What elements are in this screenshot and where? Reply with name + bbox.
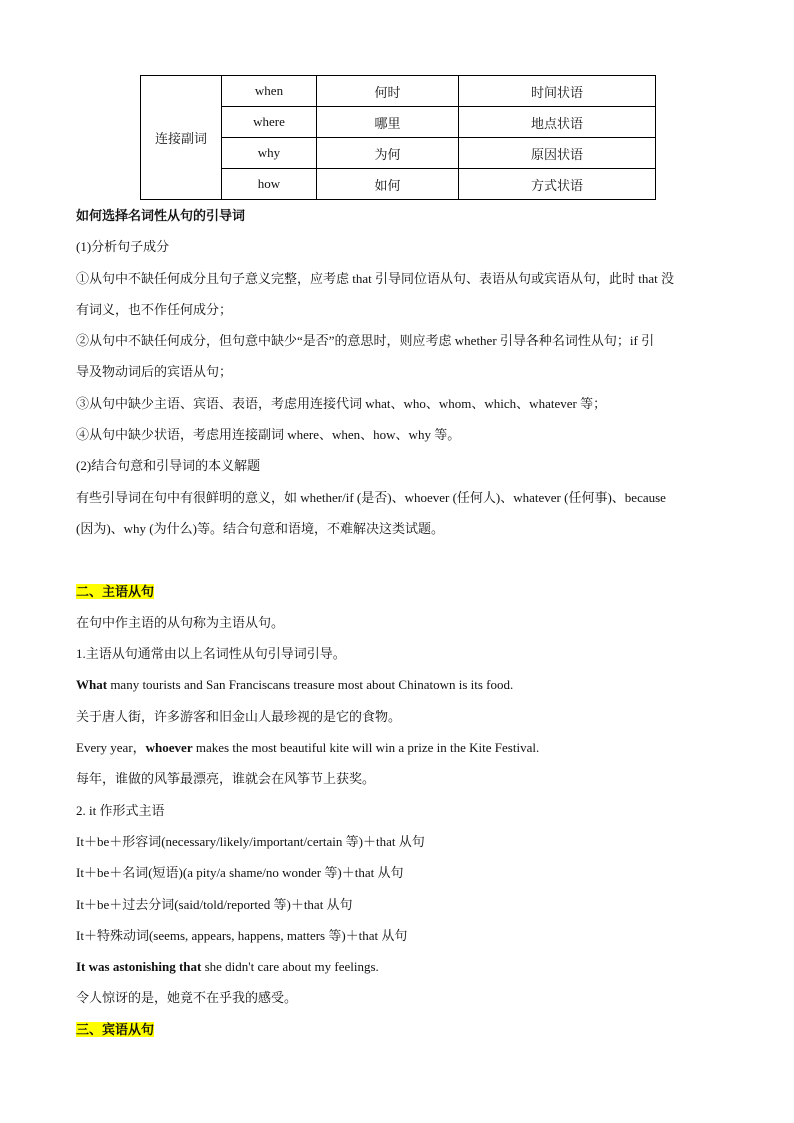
step-heading: (2)结合句意和引导词的本义解题 — [76, 458, 261, 474]
blank-line — [76, 544, 720, 575]
example-keyword: What — [76, 677, 108, 693]
example-sentence — [76, 669, 720, 700]
section-subtitle: 如何选择名词性从句的引导词 — [76, 208, 246, 223]
pattern-line: It＋be＋过去分词(said/told/reported 等)＋that 从句 — [76, 896, 353, 912]
example-text: she didn't care about my feelings. — [201, 959, 379, 975]
definition-line: 在句中作主语的从句称为主语从句。 — [76, 614, 285, 630]
table-cell-word: when — [222, 76, 317, 107]
example-text: Every year， — [76, 740, 146, 756]
subject-clause-heading-line — [76, 576, 720, 607]
table-category-cell: 连接副词 — [141, 76, 222, 200]
example-translation: 令人惊讶的是，她竟不在乎我的感受。 — [76, 990, 298, 1006]
object-clause-heading: 三、宾语从句 — [76, 1021, 155, 1037]
example-translation: 每年，谁做的风筝最漂亮，谁就会在风筝节上获奖。 — [76, 771, 376, 787]
table-cell-role: 时间状语 — [459, 76, 656, 107]
pattern-line: It＋特殊动词(seems, appears, happens, matters 等)＋that 从句 — [76, 927, 408, 943]
rule-line: (因为)、why (为什么)等。结合句意和语境，不难解决这类试题。 — [76, 520, 444, 536]
table-cell-word: where — [222, 107, 317, 138]
document-page — [76, 75, 720, 1045]
example-sentence — [76, 732, 720, 763]
example-translation: 关于唐人街，许多游客和旧金山人最珍视的是它的食物。 — [76, 708, 402, 724]
example-keyword: It was astonishing that — [76, 959, 202, 975]
example-text: makes the most beautiful kite will win a prize in the Kite Festival. — [192, 740, 540, 756]
example-sentence — [76, 951, 720, 982]
point-line: 2. it 作形式主语 — [76, 802, 165, 818]
pattern-line: It＋be＋名词(短语)(a pity/a shame/no wonder 等)＋that 从句 — [76, 865, 404, 881]
rule-line: ①从句中不缺任何成分且句子意义完整，应考虑 that 引导同位语从句、表语从句或宾语从句，此时 that 没 — [76, 270, 674, 286]
table-cell-meaning: 哪里 — [317, 107, 459, 138]
pattern-line: It＋be＋形容词(necessary/likely/important/certain 等)＋that 从句 — [76, 833, 425, 849]
table-cell-word: why — [222, 138, 317, 169]
table-cell-role: 方式状语 — [459, 169, 656, 200]
table-cell-meaning: 何时 — [317, 76, 459, 107]
table-cell-meaning: 为何 — [317, 138, 459, 169]
rule-line: ③从句中缺少主语、宾语、表语，考虑用连接代词 what、who、whom、which、whatever 等； — [76, 395, 607, 411]
example-text: many tourists and San Franciscans treasure most about Chinatown is its food. — [107, 677, 514, 693]
rule-line: ④从句中缺少状语，考虑用连接副词 where、when、how、why 等。 — [76, 427, 461, 443]
table-row — [141, 76, 656, 107]
table-cell-role: 地点状语 — [459, 107, 656, 138]
point-line: 1.主语从句通常由以上名词性从句引导词引导。 — [76, 646, 346, 662]
subject-clause-heading: 二、主语从句 — [76, 583, 155, 599]
rule-line: 导及物动词后的宾语从句； — [76, 364, 233, 380]
rule-line: 有词义，也不作任何成分； — [76, 301, 233, 317]
rule-line: 有些引导词在句中有很鲜明的意义，如 whether/if (是否)、whoever (任何人)、whatever (任何事)、because — [76, 489, 666, 505]
object-clause-heading-line — [76, 1014, 720, 1045]
table-cell-meaning: 如何 — [317, 169, 459, 200]
table-cell-role: 原因状语 — [459, 138, 656, 169]
step-heading: (1)分析句子成分 — [76, 239, 170, 255]
conjunctive-adverb-table — [140, 75, 656, 200]
table-cell-word: how — [222, 169, 317, 200]
example-keyword: whoever — [145, 740, 193, 756]
rule-line: ②从句中不缺任何成分，但句意中缺少“是否”的意思时，则应考虑 whether 引导各种名词性从句；if 引 — [76, 333, 655, 349]
